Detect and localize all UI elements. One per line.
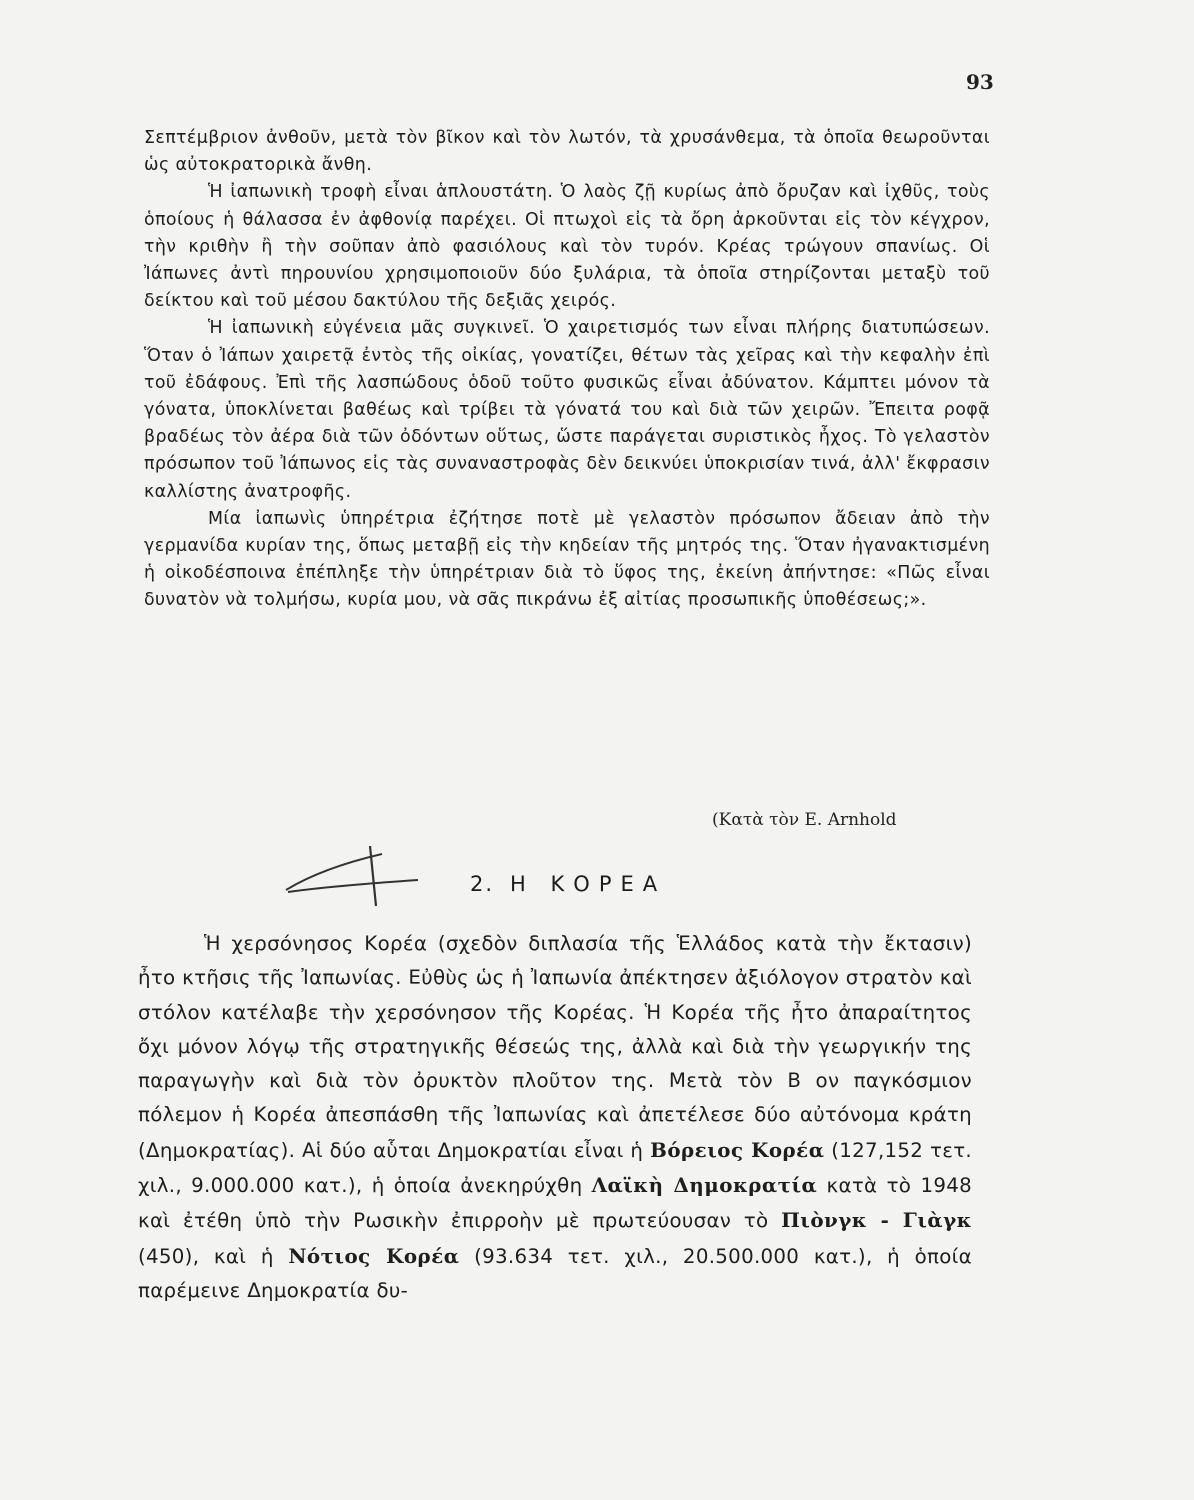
text-block-upper — [144, 125, 990, 615]
page-number: 93 — [966, 70, 994, 94]
section-title: Η ΚΟΡΕΑ — [510, 872, 667, 896]
term-south-korea: Νότιος Κορέα — [288, 1243, 460, 1268]
term-pyongyang: Πιὸνγκ - Γιὰγκ — [781, 1208, 972, 1233]
term-peoples-republic: Λαϊκὴ Δημοκρατία — [591, 1173, 818, 1198]
attribution: (Κατὰ τὸν E. Arnhold — [712, 810, 897, 830]
pen-mark-icon — [282, 840, 422, 910]
text-run: κατὰ τὸ 1948 καὶ ἐτέθη ὑπὸ τὴν Ρωσικὴν ἐπιρροὴν μὲ πρωτεύουσαν τὸ — [138, 1174, 972, 1233]
text-run: (450), καὶ ἡ — [138, 1244, 274, 1268]
term-north-korea: Βόρειος Κορέα — [650, 1137, 825, 1162]
paragraph: Σεπτέμβριον ἀνθοῦν, μετὰ τὸν βῖκον καὶ τὸν λωτόν, τὰ χρυσάνθεμα, τὰ ὁποῖα θεωροῦνται ὡς αὐτοκρατορικὰ ἄνθη. — [144, 128, 990, 176]
section-number: 2. — [470, 872, 495, 896]
text-block-korea — [138, 927, 972, 1308]
paragraph: Ἡ ἰαπωνικὴ τροφὴ εἶναι ἁπλουστάτη. Ὁ λαὸς ζῇ κυρίως ἀπὸ ὄρυζαν καὶ ἰχθῦς, τοὺς ὁποίους ἡ θάλασσα ἐν ἀφθονίᾳ παρέχει. Οἱ πτωχοὶ εἰς τὰ ὄρη ἀρκοῦνται εἰς τὸν κέγχρον, τὴν κριθὴν ἢ τὴν σοῦπαν ἀπὸ φασιόλους καὶ τὸν τυρόν. Κρέας τρώγουν σπανίως. Οἱ Ἰάπωνες ἀντὶ πηρουνίου χρησιμοποιοῦν δύο ξυλάρια, τὰ ὁποῖα στηρίζονται μεταξὺ τοῦ δείκτου καὶ τοῦ μέσου δακτύλου τῆς δεξιᾶς χειρός. — [144, 182, 990, 312]
text-run: Ἡ χερσόνησος Κορέα (σχεδὸν διπλασία τῆς Ἑλλάδος κατὰ τὴν ἔκτασιν) ἦτο κτῆσις τῆς Ἰαπωνίας. Εὐθὺς ὡς ἡ Ἰαπωνία ἀπέκτησεν ἀξιόλογον στρατὸν καὶ στόλον κατέλαβε τὴν χερσόνησον τῆς Κορέας. Ἡ Κορέα τῆς ἦτο ἀπαραίτητος ὄχι μόνον λόγῳ τῆς στρατηγικῆς θέσεώς της, ἀλλὰ καὶ διὰ τὴν γεωργικήν της παραγωγὴν καὶ διὰ τὸν ὀρυκτὸν πλοῦτον της. Μετὰ τὸν Β ον παγκόσμιον πόλεμον ἡ Κορέα ἀπεσπάσθη τῆς Ἰαπωνίας καὶ ἀπετέλεσε δύο αὐτόνομα κράτη (Δημοκρατίας). Αἱ δύο αὗται Δημοκρατίαι εἶναι ἡ — [138, 932, 972, 1162]
text-run: (93.634 τετ. χιλ., 20.500.000 κατ.), ἡ ὁποία παρέμεινε Δημοκρατία δυ- — [138, 1244, 972, 1302]
section-heading — [470, 872, 666, 896]
paragraph: Μία ἰαπωνὶς ὑπηρέτρια ἐζήτησε ποτὲ μὲ γελαστὸν πρόσωπον ἄδειαν ἀπὸ τὴν γερμανίδα κυρίαν της, ὅπως μεταβῇ εἰς τὴν κηδείαν τῆς μητρός της. Ὅταν ἠγανακτισμένη ἡ οἰκοδέσποινα ἐπέπληξε τὴν ὑπηρέτριαν διὰ τὸ ὕφος της, ἐκείνη ἀπήντησε: «Πῶς εἶναι δυνατὸν νὰ τολμήσω, κυρία μου, νὰ σᾶς πικράνω ἐξ αἰτίας προσωπικῆς ὑποθέσεως;». — [144, 508, 990, 611]
paragraph — [138, 927, 972, 1308]
text-run: (127,152 τετ. χιλ., 9.000.000 κατ.), ἡ ὁποία ἀνεκηρύχθη — [138, 1138, 973, 1198]
paragraph: Ἡ ἰαπωνικὴ εὐγένεια μᾶς συγκινεῖ. Ὁ χαιρετισμός των εἶναι πλήρης διατυπώσεων. Ὅταν ὁ Ἰάπων χαιρετᾷ ἐντὸς τῆς οἰκίας, γονατίζει, θέτων τὰς χεῖρας καὶ τὴν κεφαλὴν ἐπὶ τοῦ ἐδάφους. Ἐπὶ τῆς λασπώδους ὁδοῦ τοῦτο φυσικῶς εἶναι ἀδύνατον. Κάμπτει μόνον τὰ γόνατα, ὑποκλίνεται βαθέως καὶ τρίβει τὰ γόνατά του καὶ διὰ τῶν χειρῶν. Ἔπειτα ροφᾷ βραδέως τὸν ἀέρα διὰ τῶν ὀδόντων οὕτως, ὥστε παράγεται συριστικὸς ἦχος. Τὸ γελαστὸν πρόσωπον τοῦ Ἰάπωνος εἰς τὰς συναναστροφὰς δὲν δεικνύει ὑποκρισίαν τινά, ἀλλ' ἔκφρασιν καλλίστης ἀνατροφῆς. — [144, 318, 990, 502]
